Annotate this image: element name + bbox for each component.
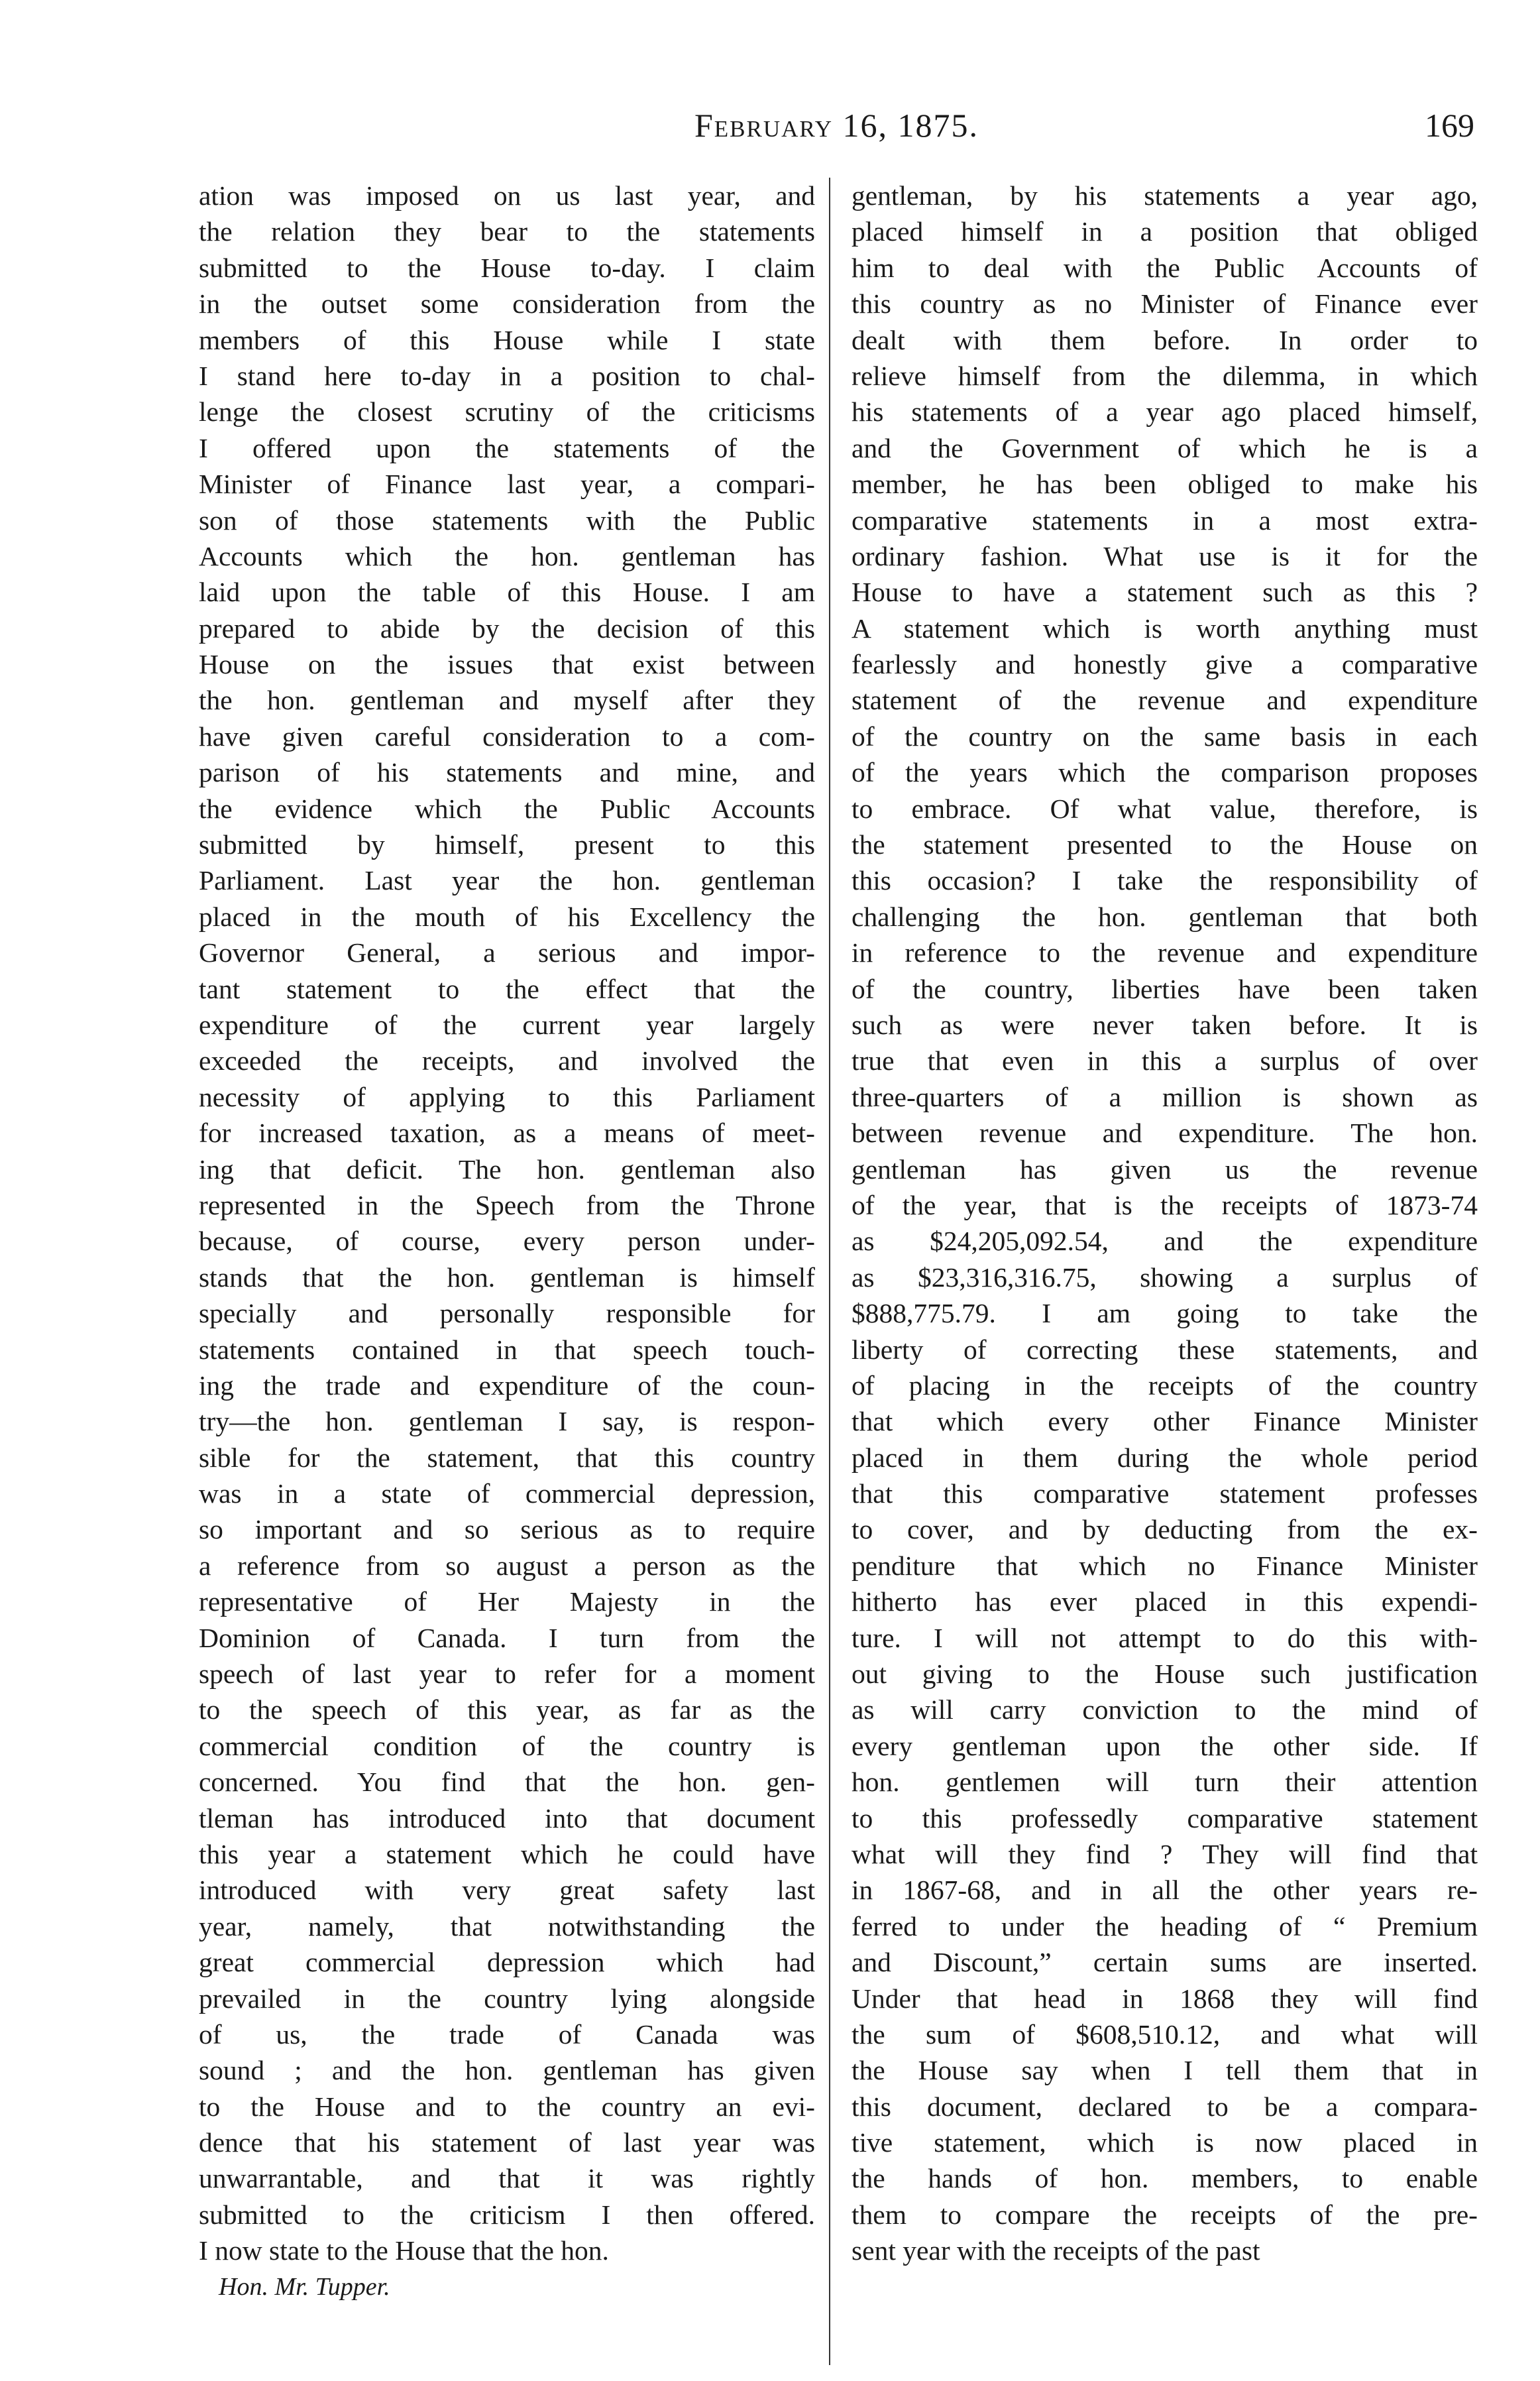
text-line: between revenue and expenditure. The hon.: [852, 1118, 1478, 1149]
text-line: to the speech of this year, as far as the: [199, 1694, 815, 1725]
text-line: son of those statements with the Public: [199, 504, 815, 536]
text-line: three-quarters of a million is shown as: [852, 1081, 1478, 1112]
text-line: year, namely, that notwithstanding the: [199, 1910, 815, 1942]
text-line: every gentleman upon the other side. If: [852, 1730, 1478, 1761]
text-line: because, of course, every person under-: [199, 1226, 815, 1257]
text-line: tant statement to the effect that the: [199, 973, 815, 1004]
text-line: representative of Her Majesty in the: [199, 1586, 815, 1617]
text-line: this occasion? I take the responsibility of: [852, 865, 1478, 896]
text-line: unwarrantable, and that it was rightly: [199, 2163, 815, 2194]
text-line: ing the trade and expenditure of the coun-: [199, 1369, 815, 1401]
text-line: that which every other Finance Minister: [852, 1406, 1478, 1437]
text-line: tleman has introduced into that document: [199, 1802, 815, 1833]
text-line: the evidence which the Public Accounts: [199, 793, 815, 824]
text-line: exceeded the receipts, and involved the: [199, 1045, 815, 1076]
text-line: hitherto has ever placed in this expendi-: [852, 1586, 1478, 1617]
text-line: so important and so serious as to require: [199, 1514, 815, 1545]
text-line: statement of the revenue and expenditure: [852, 685, 1478, 716]
text-line: ing that deficit. The hon. gentleman also: [199, 1153, 815, 1185]
text-line: gentleman, by his statements a year ago,: [852, 180, 1478, 211]
text-line: gentleman has given us the revenue: [852, 1153, 1478, 1185]
text-line: dence that his statement of last year was: [199, 2127, 815, 2158]
text-line: the relation they bear to the statements: [199, 216, 815, 247]
text-line: dealt with them before. In order to: [852, 324, 1478, 355]
page-header: [199, 106, 1474, 159]
text-line: placed in them during the whole period: [852, 1442, 1478, 1473]
text-line: lenge the closest scrutiny of the criticisms: [199, 396, 815, 428]
text-line: fearlessly and honestly give a comparative: [852, 649, 1478, 680]
text-line: true that even in this a surplus of over: [852, 1045, 1478, 1076]
text-line: members of this House while I state: [199, 324, 815, 355]
text-line: as will carry conviction to the mind of: [852, 1694, 1478, 1725]
text-line: the House say when I tell them that in: [852, 2055, 1478, 2086]
text-line: to embrace. Of what value, therefore, is: [852, 793, 1478, 824]
text-line: penditure that which no Finance Minister: [852, 1550, 1478, 1581]
text-line: in the outset some consideration from the: [199, 288, 815, 319]
text-line: necessity of applying to this Parliament: [199, 1081, 815, 1112]
text-line: sible for the statement, that this country: [199, 1442, 815, 1473]
column-divider: [829, 178, 830, 2365]
text-line: Minister of Finance last year, a compari-: [199, 469, 815, 500]
text-line: them to compare the receipts of the pre-: [852, 2199, 1478, 2230]
text-line: him to deal with the Public Accounts of: [852, 252, 1478, 283]
text-line: hon. gentlemen will turn their attention: [852, 1767, 1478, 1798]
text-line: to this professedly comparative statement: [852, 1802, 1478, 1833]
text-line: submitted to the House to-day. I claim: [199, 252, 815, 283]
text-line: of us, the trade of Canada was: [199, 2018, 815, 2050]
text-line: this document, declared to be a compara-: [852, 2091, 1478, 2122]
text-line: as $23,316,316.75, showing a surplus of: [852, 1261, 1478, 1293]
text-line: try—the hon. gentleman I say, is respon-: [199, 1406, 815, 1437]
text-line: I offered upon the statements of the: [199, 432, 815, 463]
text-line: member, he has been obliged to make his: [852, 469, 1478, 500]
text-line: in 1867-68, and in all the other years re-: [852, 1875, 1478, 1906]
text-line: Under that head in 1868 they will find: [852, 1983, 1478, 2014]
running-head: February 16, 1875.: [694, 107, 979, 144]
left-column: [199, 178, 815, 2269]
text-line: have given careful consideration to a com-: [199, 721, 815, 752]
text-line: the hands of hon. members, to enable: [852, 2163, 1478, 2194]
text-line: Accounts which the hon. gentleman has: [199, 540, 815, 571]
text-line: ferred to under the heading of “ Premium: [852, 1910, 1478, 1942]
text-line: commercial condition of the country is: [199, 1730, 815, 1761]
text-line: represented in the Speech from the Throne: [199, 1189, 815, 1220]
text-line: such as were never taken before. It is: [852, 1009, 1478, 1040]
text-line: $888,775.79. I am going to take the: [852, 1298, 1478, 1329]
text-line: prevailed in the country lying alongside: [199, 1983, 815, 2014]
text-line: House to have a statement such as this ?: [852, 577, 1478, 608]
text-line: ation was imposed on us last year, and: [199, 180, 815, 211]
text-line: Dominion of Canada. I turn from the: [199, 1622, 815, 1653]
text-line: prepared to abide by the decision of this: [199, 612, 815, 644]
text-line: Parliament. Last year the hon. gentleman: [199, 865, 815, 896]
speaker-footer: Hon. Mr. Tupper.: [219, 2273, 390, 2301]
text-line: challenging the hon. gentleman that both: [852, 901, 1478, 932]
text-line: submitted to the criticism I then offered.: [199, 2199, 815, 2230]
text-line: the sum of $608,510.12, and what will: [852, 2018, 1478, 2050]
text-line: liberty of correcting these statements, and: [852, 1334, 1478, 1365]
text-line: I now state to the House that the hon.: [199, 2235, 609, 2266]
text-line: relieve himself from the dilemma, in which: [852, 360, 1478, 391]
text-line: for increased taxation, as a means of meet-: [199, 1118, 815, 1149]
text-line: expenditure of the current year largely: [199, 1009, 815, 1040]
text-line: speech of last year to refer for a moment: [199, 1658, 815, 1690]
text-line: I stand here to-day in a position to chal-: [199, 360, 815, 391]
text-line: ture. I will not attempt to do this with-: [852, 1622, 1478, 1653]
text-line: sound ; and the hon. gentleman has given: [199, 2055, 815, 2086]
text-line: ordinary fashion. What use is it for the: [852, 540, 1478, 571]
text-line: stands that the hon. gentleman is himself: [199, 1261, 815, 1293]
text-line: laid upon the table of this House. I am: [199, 577, 815, 608]
text-line: placed himself in a position that obliged: [852, 216, 1478, 247]
right-column: [852, 178, 1478, 2269]
text-line: that this comparative statement professes: [852, 1478, 1478, 1509]
text-line: a reference from so august a person as the: [199, 1550, 815, 1581]
text-line: Governor General, a serious and impor-: [199, 937, 815, 968]
text-line: what will they find ? They will find that: [852, 1838, 1478, 1869]
text-line: the statement presented to the House on: [852, 829, 1478, 860]
text-line: of the country, liberties have been taken: [852, 973, 1478, 1004]
text-line: of placing in the receipts of the country: [852, 1369, 1478, 1401]
text-line: statements contained in that speech touch-: [199, 1334, 815, 1365]
text-line: tive statement, which is now placed in: [852, 2127, 1478, 2158]
text-line: specially and personally responsible for: [199, 1298, 815, 1329]
text-line: parison of his statements and mine, and: [199, 757, 815, 788]
text-line: comparative statements in a most extra-: [852, 504, 1478, 536]
text-line: of the country on the same basis in each: [852, 721, 1478, 752]
text-line: out giving to the House such justification: [852, 1658, 1478, 1690]
text-line: introduced with very great safety last: [199, 1875, 815, 1906]
text-line: his statements of a year ago placed himself,: [852, 396, 1478, 428]
text-line: of the year, that is the receipts of 1873-74: [852, 1189, 1478, 1220]
text-line: great commercial depression which had: [199, 1947, 815, 1978]
text-line: to cover, and by deducting from the ex-: [852, 1514, 1478, 1545]
text-line: this country as no Minister of Finance ever: [852, 288, 1478, 319]
page-number: 169: [1425, 107, 1474, 144]
text-line: in reference to the revenue and expenditure: [852, 937, 1478, 968]
text-line: House on the issues that exist between: [199, 649, 815, 680]
text-line: submitted by himself, present to this: [199, 829, 815, 860]
text-line: and the Government of which he is a: [852, 432, 1478, 463]
text-line: this year a statement which he could have: [199, 1838, 815, 1869]
text-line: of the years which the comparison proposes: [852, 757, 1478, 788]
text-line: was in a state of commercial depression,: [199, 1478, 815, 1509]
text-line: as $24,205,092.54, and the expenditure: [852, 1226, 1478, 1257]
text-line: sent year with the receipts of the past: [852, 2235, 1260, 2266]
text-line: concerned. You find that the hon. gen-: [199, 1767, 815, 1798]
text-line: A statement which is worth anything must: [852, 612, 1478, 644]
text-line: and Discount,” certain sums are inserted.: [852, 1947, 1478, 1978]
text-line: the hon. gentleman and myself after they: [199, 685, 815, 716]
text-line: placed in the mouth of his Excellency the: [199, 901, 815, 932]
text-line: to the House and to the country an evi-: [199, 2091, 815, 2122]
